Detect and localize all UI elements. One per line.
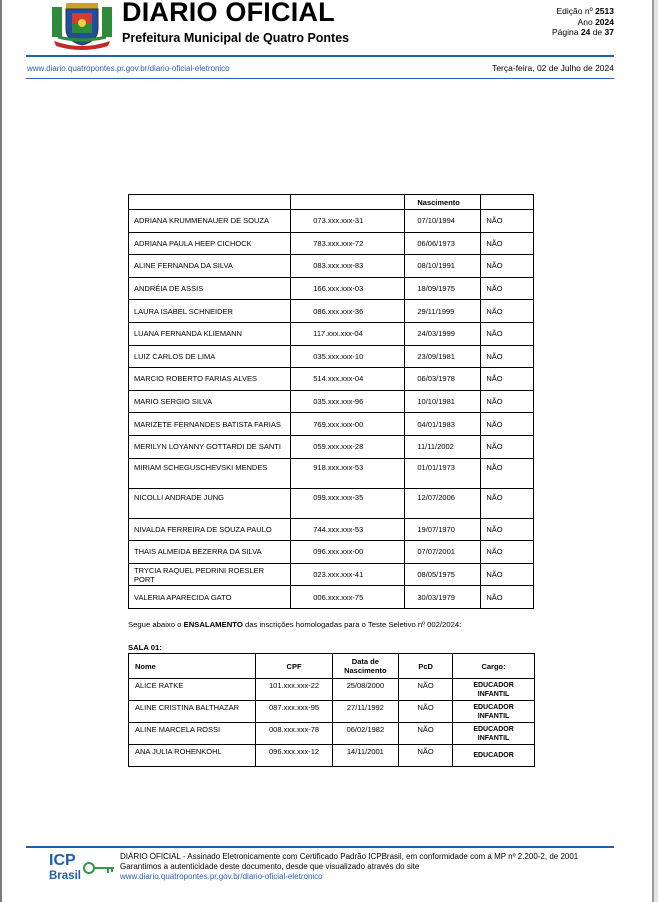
table-row xyxy=(129,679,535,701)
pcd-cell: NÃO xyxy=(481,518,534,541)
name-cell: MARIO SERGIO SILVA xyxy=(129,390,291,413)
cpf-cell: 099.xxx.xxx-35 xyxy=(291,488,405,518)
table-row xyxy=(129,255,534,278)
year-label: Ano xyxy=(577,16,593,27)
brasil-logo-text: Brasil xyxy=(49,870,81,882)
cpf-cell: 096.xxx.xxx-00 xyxy=(291,541,405,564)
cargo-cell: EDUCADOR INFANTIL xyxy=(453,701,535,723)
pcd-cell: NÃO xyxy=(481,563,534,586)
name-cell: NIVALDA FERREIRA DE SOUZA PAULO xyxy=(129,518,291,541)
cpf-cell: 769.xxx.xxx-00 xyxy=(291,413,405,436)
table-row xyxy=(129,745,535,767)
cpf-cell: 006.xxx.xxx-75 xyxy=(291,586,405,609)
table-row xyxy=(129,322,534,345)
table-row xyxy=(129,701,535,723)
table-row xyxy=(129,723,535,745)
name-cell: ALICE RATKE xyxy=(129,679,256,701)
pcd-cell: NÃO xyxy=(481,413,534,436)
cpf-cell: 035.xxx.xxx-96 xyxy=(291,390,405,413)
cpf-cell: 083.xxx.xxx-83 xyxy=(291,255,405,278)
name-cell: ALINE MARCELA ROSSI xyxy=(129,723,256,745)
birth-cell: 27/11/1992 xyxy=(332,701,399,723)
birth-cell: 11/11/2002 xyxy=(405,435,481,458)
header-cell xyxy=(291,195,405,210)
table-row xyxy=(129,541,534,564)
pcd-cell: NÃO xyxy=(481,232,534,255)
table-row xyxy=(129,413,534,436)
pcd-cell: NÃO xyxy=(481,586,534,609)
municipal-crest-icon xyxy=(50,1,114,51)
paragraph-bold: ENSALAMENTO xyxy=(183,620,243,629)
name-cell: ALINE CRISTINA BALTHAZAR xyxy=(129,701,256,723)
cpf-cell: 918.xxx.xxx-53 xyxy=(291,458,405,488)
name-cell: LAURA ISABEL SCHNEIDER xyxy=(129,300,291,323)
cargo-cell: EDUCADOR xyxy=(453,745,535,767)
birth-cell: 25/08/2000 xyxy=(332,679,399,701)
page-edge-left xyxy=(0,0,2,902)
pcd-cell: NÃO xyxy=(481,390,534,413)
cpf-cell: 059.xxx.xxx-28 xyxy=(291,435,405,458)
birth-cell: 10/10/1981 xyxy=(405,390,481,413)
site-link[interactable]: www.diario.quatropontes.pr.gov.br/diario-oficial-eletronico xyxy=(27,64,230,73)
edition-info xyxy=(552,6,614,38)
pcd-cell: NÃO xyxy=(481,368,534,391)
pcd-cell: NÃO xyxy=(481,322,534,345)
footer-certification xyxy=(120,852,578,882)
footer-line1: DIÁRIO OFICIAL - Assinado Eletronicamente com Certificado Padrão ICPBrasil, em conformidade com a MP nº 2.200-2, de 2001 xyxy=(120,852,579,861)
cpf-cell: 744.xxx.xxx-53 xyxy=(291,518,405,541)
table-header-row xyxy=(129,654,535,679)
icp-logo-text: ICP xyxy=(49,852,76,869)
name-cell: THAIS ALMEIDA BEZERRA DA SILVA xyxy=(129,541,291,564)
footer-line2: Garantimos a autenticidade deste documento, desde que visualizado através do site xyxy=(120,862,420,871)
cpf-cell: 101.xxx.xxx-22 xyxy=(256,679,332,701)
pcd-cell: NÃO xyxy=(481,255,534,278)
table-row xyxy=(129,586,534,609)
pcd-cell: NÃO xyxy=(399,679,453,701)
header-cell xyxy=(129,195,291,210)
header-cargo: Cargo: xyxy=(453,654,535,679)
name-cell: NICOLLI ANDRADE JUNG xyxy=(129,488,291,518)
pcd-cell: NÃO xyxy=(481,345,534,368)
room-table xyxy=(128,653,535,767)
birth-cell: 30/03/1979 xyxy=(405,586,481,609)
name-cell: MIRIAM SCHEGUSCHEVSKI MENDES xyxy=(129,458,291,488)
gazette-title: DIARIO OFICIAL xyxy=(122,0,335,27)
name-cell: MARIZETE FERNANDES BATISTA FARIAS xyxy=(129,413,291,436)
name-cell: MERILYN LOYANNY GOTTARDI DE SANTI xyxy=(129,435,291,458)
cpf-cell: 087.xxx.xxx-95 xyxy=(256,701,332,723)
cpf-cell: 117.xxx.xxx-04 xyxy=(291,322,405,345)
name-cell: LUIZ CARLOS DE LIMA xyxy=(129,345,291,368)
header-divider-bottom xyxy=(26,78,614,79)
page-total: 37 xyxy=(604,27,614,37)
table-row xyxy=(129,210,534,233)
name-cell: ANDRÉIA DE ASSIS xyxy=(129,277,291,300)
birth-cell: 06/03/1978 xyxy=(405,368,481,391)
birth-cell: 18/09/1975 xyxy=(405,277,481,300)
page-current: 24 xyxy=(580,27,591,37)
pcd-cell: NÃO xyxy=(481,541,534,564)
edition-number: 2513 xyxy=(595,6,614,16)
paragraph-text: Segue abaixo o xyxy=(128,620,184,629)
pcd-cell: NÃO xyxy=(399,745,453,767)
footer-link[interactable]: www.diario.quatropontes.pr.gov.br/diario-oficial-eletronico xyxy=(120,872,323,881)
birth-cell: 07/07/2001 xyxy=(405,541,481,564)
cpf-cell: 008.xxx.xxx-78 xyxy=(256,723,332,745)
header-name: Nome xyxy=(129,654,256,679)
pcd-cell: NÃO xyxy=(399,723,453,745)
page-label: Página xyxy=(552,27,579,37)
viewer-background xyxy=(654,0,658,902)
pcd-cell: NÃO xyxy=(399,701,453,723)
candidates-table xyxy=(128,194,534,609)
name-cell: TRYCIA RAQUEL PEDRINI ROESLER PORT xyxy=(129,563,291,586)
key-icon xyxy=(82,858,116,878)
table-row xyxy=(129,390,534,413)
cpf-cell: 035.xxx.xxx-10 xyxy=(291,345,405,368)
pcd-cell: NÃO xyxy=(481,210,534,233)
table-row xyxy=(129,518,534,541)
birth-cell: 08/10/1991 xyxy=(405,255,481,278)
table-row xyxy=(129,300,534,323)
table-row xyxy=(129,435,534,458)
cargo-cell: EDUCADOR INFANTIL xyxy=(453,723,535,745)
header-pcd: PcD xyxy=(399,654,453,679)
table-row xyxy=(129,488,534,518)
header-divider-top xyxy=(26,55,614,57)
table-row xyxy=(129,368,534,391)
header-cpf: CPF xyxy=(256,654,332,679)
name-cell: ADRIANA KRUMMENAUER DE SOUZA xyxy=(129,210,291,233)
pcd-cell: NÃO xyxy=(481,277,534,300)
name-cell: LUANA FERNANDA KLIEMANN xyxy=(129,322,291,345)
cpf-cell: 023.xxx.xxx-41 xyxy=(291,563,405,586)
cargo-cell: EDUCADOR INFANTIL xyxy=(453,679,535,701)
birth-cell: 12/07/2006 xyxy=(405,488,481,518)
cpf-cell: 514.xxx.xxx-04 xyxy=(291,368,405,391)
name-cell: ALINE FERNANDA DA SILVA xyxy=(129,255,291,278)
cpf-cell: 073.xxx.xxx-31 xyxy=(291,210,405,233)
birth-cell: 04/01/1983 xyxy=(405,413,481,436)
table-row xyxy=(129,563,534,586)
birth-cell: 24/03/1999 xyxy=(405,322,481,345)
paragraph-text: das inscrições homologadas para o Teste Seletivo nº 002/2024: xyxy=(242,620,462,629)
name-cell: VALERIA APARECIDA GATO xyxy=(129,586,291,609)
birth-cell: 01/01/1973 xyxy=(405,458,481,488)
pcd-cell: NÃO xyxy=(481,435,534,458)
cpf-cell: 166.xxx.xxx-03 xyxy=(291,277,405,300)
birth-cell: 08/05/1975 xyxy=(405,563,481,586)
birth-cell: 19/07/1970 xyxy=(405,518,481,541)
pcd-cell: NÃO xyxy=(481,300,534,323)
municipality-name: Prefeitura Municipal de Quatro Pontes xyxy=(122,31,350,45)
name-cell: ANA JULIA ROHENKOHL xyxy=(129,745,256,767)
table-row xyxy=(129,277,534,300)
room-label: SALA 01: xyxy=(128,643,162,652)
ensalamento-paragraph xyxy=(128,620,461,629)
table-row xyxy=(129,345,534,368)
cpf-cell: 086.xxx.xxx-36 xyxy=(291,300,405,323)
table-header-row xyxy=(129,195,534,210)
year-value: 2024 xyxy=(595,16,614,27)
page-of: de xyxy=(592,27,603,37)
birth-cell: 06/02/1982 xyxy=(332,723,399,745)
publication-date: Terça-feira, 02 de Julho de 2024 xyxy=(492,63,614,73)
birth-cell: 07/10/1994 xyxy=(405,210,481,233)
pcd-cell: NÃO xyxy=(481,458,534,488)
header-cell xyxy=(481,195,534,210)
birth-cell: 29/11/1999 xyxy=(405,300,481,323)
cpf-cell: 096.xxx.xxx-12 xyxy=(256,745,332,767)
header-birth: Data de Nascimento xyxy=(332,654,399,679)
pcd-cell: NÃO xyxy=(481,488,534,518)
name-cell: ADRIANA PAULA HEEP CICHOCK xyxy=(129,232,291,255)
header-cell-birth: Nascimento xyxy=(405,195,481,210)
table-row xyxy=(129,232,534,255)
edition-label: Edição nº xyxy=(556,6,593,16)
birth-cell: 14/11/2001 xyxy=(332,745,399,767)
name-cell: MARCIO ROBERTO FARIAS ALVES xyxy=(129,368,291,391)
cpf-cell: 783.xxx.xxx-72 xyxy=(291,232,405,255)
birth-cell: 23/09/1981 xyxy=(405,345,481,368)
table-row xyxy=(129,458,534,488)
footer-divider xyxy=(26,846,614,848)
birth-cell: 06/06/1973 xyxy=(405,232,481,255)
